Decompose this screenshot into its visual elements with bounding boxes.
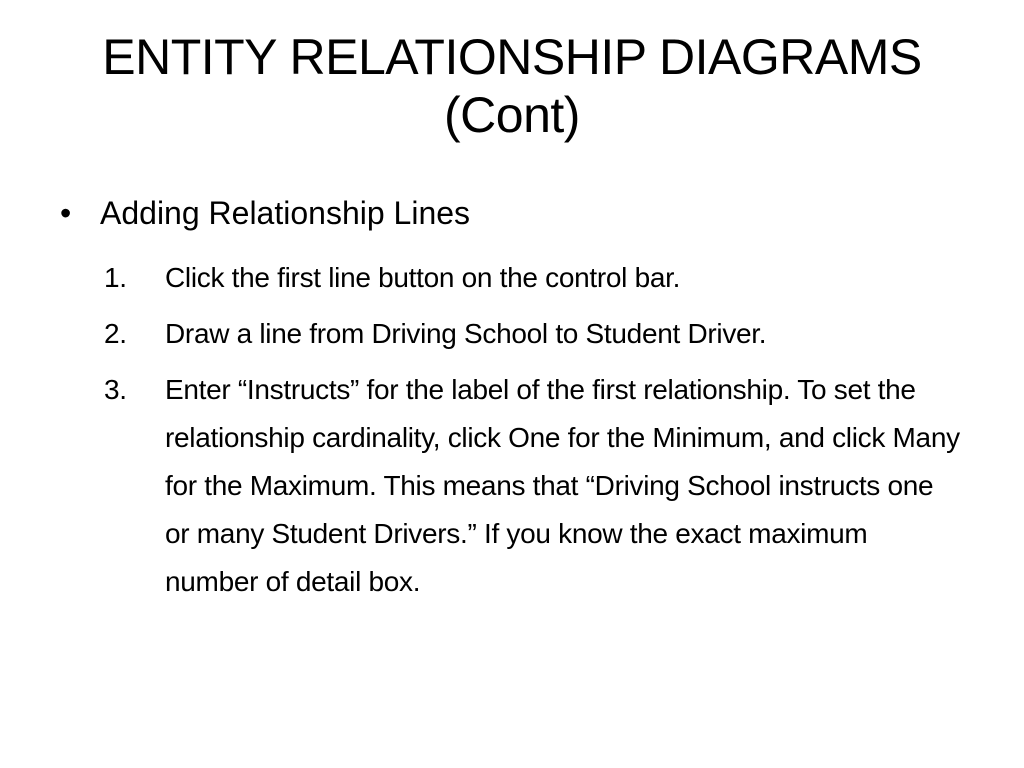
numbered-steps (104, 254, 964, 614)
bullet-marker: • (60, 195, 72, 231)
step-text: Click the first line button on the control bar. (165, 262, 681, 293)
step-item-1 (104, 254, 964, 302)
step-text: Draw a line from Driving School to Student Driver. (165, 318, 767, 349)
step-number: 2. (104, 318, 127, 349)
step-item-3 (104, 366, 964, 606)
bullet-item (60, 192, 470, 234)
bullet-text: Adding Relationship Lines (100, 195, 471, 231)
step-number: 3. (104, 374, 127, 405)
slide-title-line-2: (Cont) (444, 87, 580, 143)
slide-title-line-1: ENTITY RELATIONSHIP DIAGRAMS (102, 29, 922, 85)
step-item-2 (104, 310, 964, 358)
slide-title (40, 28, 984, 144)
step-text: Enter “Instructs” for the label of the first relationship. To set the relationship cardinality, click One for the Minimum, and click Many for the Maximum. This means that “Driving School instructs one or many Student Drivers.” If you know the exact maximum number of detail box. (165, 374, 960, 597)
step-number: 1. (104, 262, 127, 293)
